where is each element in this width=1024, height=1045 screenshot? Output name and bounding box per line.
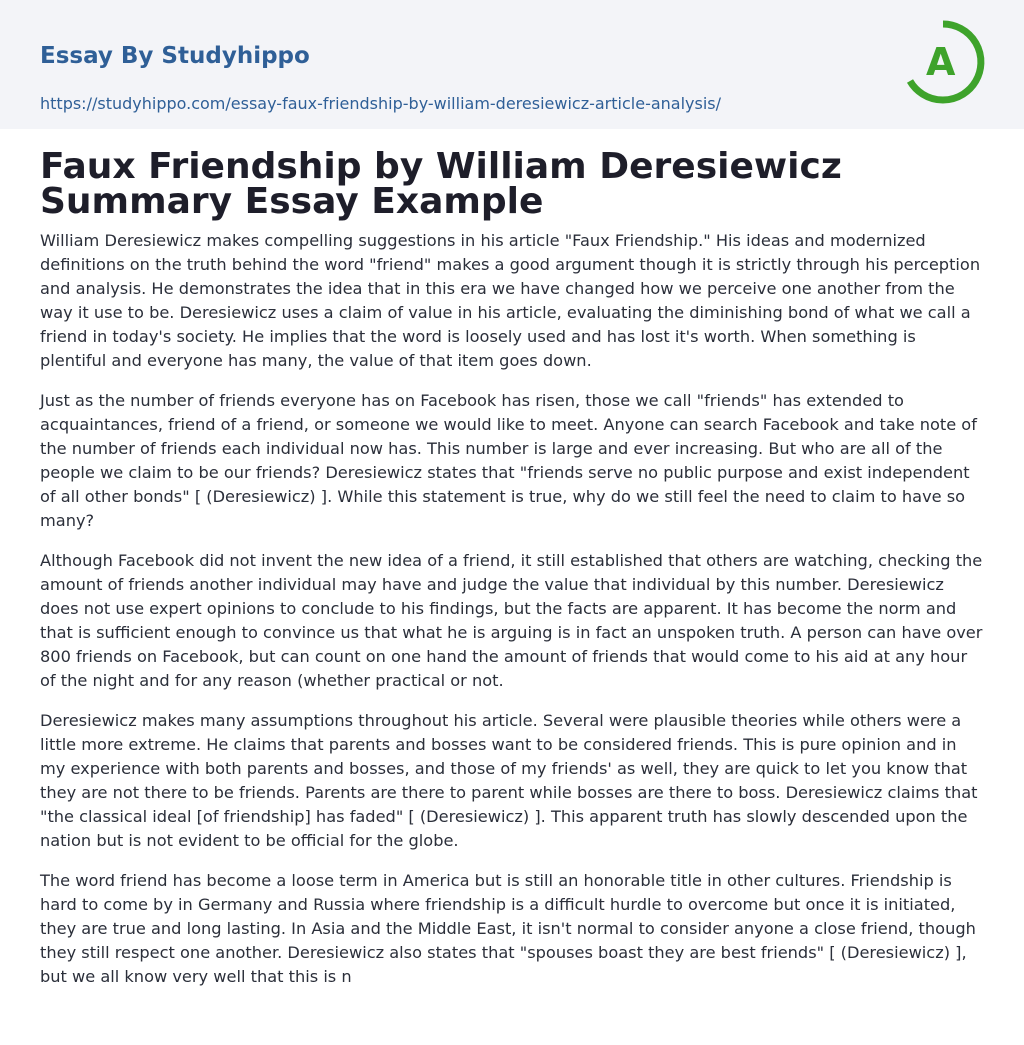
article-paragraph: William Deresiewicz makes compelling suggestions in his article "Faux Friendship." His ideas and modernized definitions on the truth behind the word "friend" makes a good argument though it is strictly through his perception and analysis. He demonstrates the idea that in this era we have changed how we perceive one another from the way it use to be. Deresiewicz uses a claim of value in his article, evaluating the diminishing bond of what we call a friend in today's society. He implies that the word is loosely used and has lost it's worth. When something is plentiful and everyone has many, the value of that item goes down. bbox=[40, 231, 981, 370]
article-paragraph: The word friend has become a loose term in America but is still an honorable title in other cultures. Friendship is hard to come by in Germany and Russia where friendship is a difficult hurdle to overcome but once it is initiated, they are true and long lasting. In Asia and the Middle East, it isn't normal to consider anyone a close friend, though they still respect one another. Deresiewicz also states that "spouses boast they are best friends" [ (Deresiewicz) ], but we all know very well that this is n bbox=[40, 871, 976, 986]
article-url-link[interactable]: https://studyhippo.com/essay-faux-friendship-by-william-deresiewicz-article-analysis/ bbox=[40, 94, 722, 113]
article-paragraph: Deresiewicz makes many assumptions throughout his article. Several were plausible theories while others were a little more extreme. He claims that parents and bosses want to be considered friends. This is pure opinion and in my experience with both parents and bosses, and those of my friends' as well, they are quick to let you know that they are not there to be friends. Parents are there to parent while bosses are there to boss. Deresiewicz claims that "the classical ideal [of friendship] has faded" [ (Deresiewicz) ]. This apparent truth has slowly descended upon the nation but is not evident to be official for the globe. bbox=[40, 711, 978, 850]
article-paragraph: Although Facebook did not invent the new idea of a friend, it still established that others are watching, checking the amount of friends another individual may have and judge the value that individual by this number. Deresiewicz does not use expert opinions to conclude to his findings, but the facts are apparent. It has become the norm and that is sufficient enough to convince us that what he is arguing is in fact an unspoken truth. A person can have over 800 friends on Facebook, but can count on one hand the amount of friends that would come to his aid at any hour of the night and for any reason (whether practical or not. bbox=[40, 551, 983, 690]
site-brand[interactable]: Essay By Studyhippo bbox=[40, 43, 310, 69]
article-body bbox=[40, 229, 984, 989]
site-header bbox=[0, 0, 1024, 129]
logo-letter: A bbox=[926, 40, 956, 84]
studyhippo-logo-icon[interactable] bbox=[900, 19, 986, 105]
article-main bbox=[0, 146, 1024, 989]
article-paragraph: Just as the number of friends everyone has on Facebook has risen, those we call "friends" has extended to acquaintances, friend of a friend, or someone we would like to meet. Anyone can search Facebook and take note of the number of friends each individual now has. This number is large and ever increasing. But who are all of the people we claim to be our friends? Deresiewicz states that "friends serve no public purpose and exist independent of all other bonds" [ (Deresiewicz) ]. While this statement is true, why do we still feel the need to claim to have so many? bbox=[40, 391, 977, 530]
article-title: Faux Friendship by William Deresiewicz Summary Essay Example bbox=[40, 146, 842, 222]
